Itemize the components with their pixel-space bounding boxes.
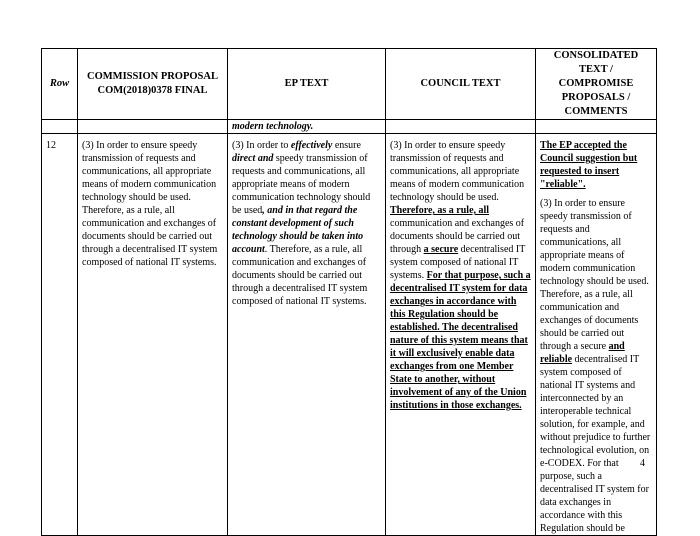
council-text-s1: (3) In order to ensure speedy transmission of requests and communications, all appropriate means of modern communication technology should be used. [390, 140, 525, 203]
continuation-consolidated [536, 120, 657, 134]
header-commission-line2: COM(2018)0378 FINAL [97, 85, 208, 96]
header-consolidated-line4: COMMENTS [564, 106, 628, 117]
consolidated-note [540, 139, 652, 191]
continuation-ep-text: modern technology. [232, 121, 314, 132]
ep-text-s4: direct and [232, 153, 274, 164]
continuation-council [386, 120, 536, 134]
continuation-row [42, 120, 657, 134]
commission-text: (3) In order to ensure speedy transmission of requests and communications, all appropriate means of modern communication technology should be used. Therefore, as a rule, all communication and exchanges of documents should be carried out through a decentralised IT system composed of national IT systems. [78, 134, 228, 536]
page-number: 4 [640, 458, 645, 469]
council-text-s6: For that purpose, such a decentralised IT system for data exchanges in accordance with this Regulation should be established. The decentralised nature of this system means that it will exclusively enable data exchanges from one Member State to another, without involvement of any of the Union institutions in those exchanges. [390, 270, 531, 411]
consolidated-body [540, 197, 652, 535]
consolidated-s1: (3) In order to ensure speedy transmission of requests and communications, all appropriate means of modern communication technology should be used. Therefore, as a rule, all communication and exchanges of documents should be carried out through a secure [540, 198, 649, 352]
consolidated-text [536, 134, 657, 536]
comparison-table [41, 48, 657, 536]
header-consolidated-line3: PROPOSALS / [561, 92, 631, 103]
consolidated-s2: and reliable [540, 341, 625, 365]
council-text [386, 134, 536, 536]
continuation-commission [78, 120, 228, 134]
consolidated-s3: decentralised IT system composed of national IT systems and interconnected by an interoperable technical solution, for example, and without prejudice to further technological evolution, on e-CODEX. For that purpose, such a decentralised IT system for data exchanges in accordance with this Regulation should be [540, 354, 651, 534]
ep-text-s7: . Therefore, as a rule, all communication and exchanges of documents should be carried out through a decentralised IT system composed of national IT systems. [232, 244, 368, 307]
ep-text-s5: speedy transmission of requests and communications, all appropriate means of modern communication technology should be used [232, 153, 371, 216]
header-commission [78, 49, 228, 120]
header-council: COUNCIL TEXT [386, 49, 536, 120]
ep-text-s1: (3) In order to [232, 140, 291, 151]
council-text-s5: decentralised IT system composed of national IT systems. [390, 244, 526, 281]
ep-text-s6: , and in that regard the constant development of such technology should be taken into account [232, 205, 364, 255]
row-number: 12 [42, 134, 78, 536]
header-consolidated [536, 49, 657, 120]
header-commission-line1: COMMISSION PROPOSAL [87, 71, 218, 82]
header-row [42, 49, 657, 120]
ep-text-s3: ensure [332, 140, 361, 151]
header-consolidated-line1: CONSOLIDATED TEXT / [553, 50, 639, 75]
consolidated-note-text: The EP accepted the Council suggestion but requested to insert "reliable". [540, 140, 638, 190]
continuation-rownum [42, 120, 78, 134]
ep-text-s2: effectively [290, 140, 333, 151]
header-consolidated-line2: COMPROMISE [558, 78, 634, 89]
header-row-label: Row [42, 49, 78, 120]
header-ep: EP TEXT [228, 49, 386, 120]
council-text-s4: a secure [423, 244, 459, 255]
council-text-s3: communication and exchanges of documents should be carried out through [390, 218, 525, 255]
continuation-ep [228, 120, 386, 134]
ep-text [228, 134, 386, 536]
council-text-s2: Therefore, as a rule, all [390, 205, 490, 216]
table-row [42, 134, 657, 536]
